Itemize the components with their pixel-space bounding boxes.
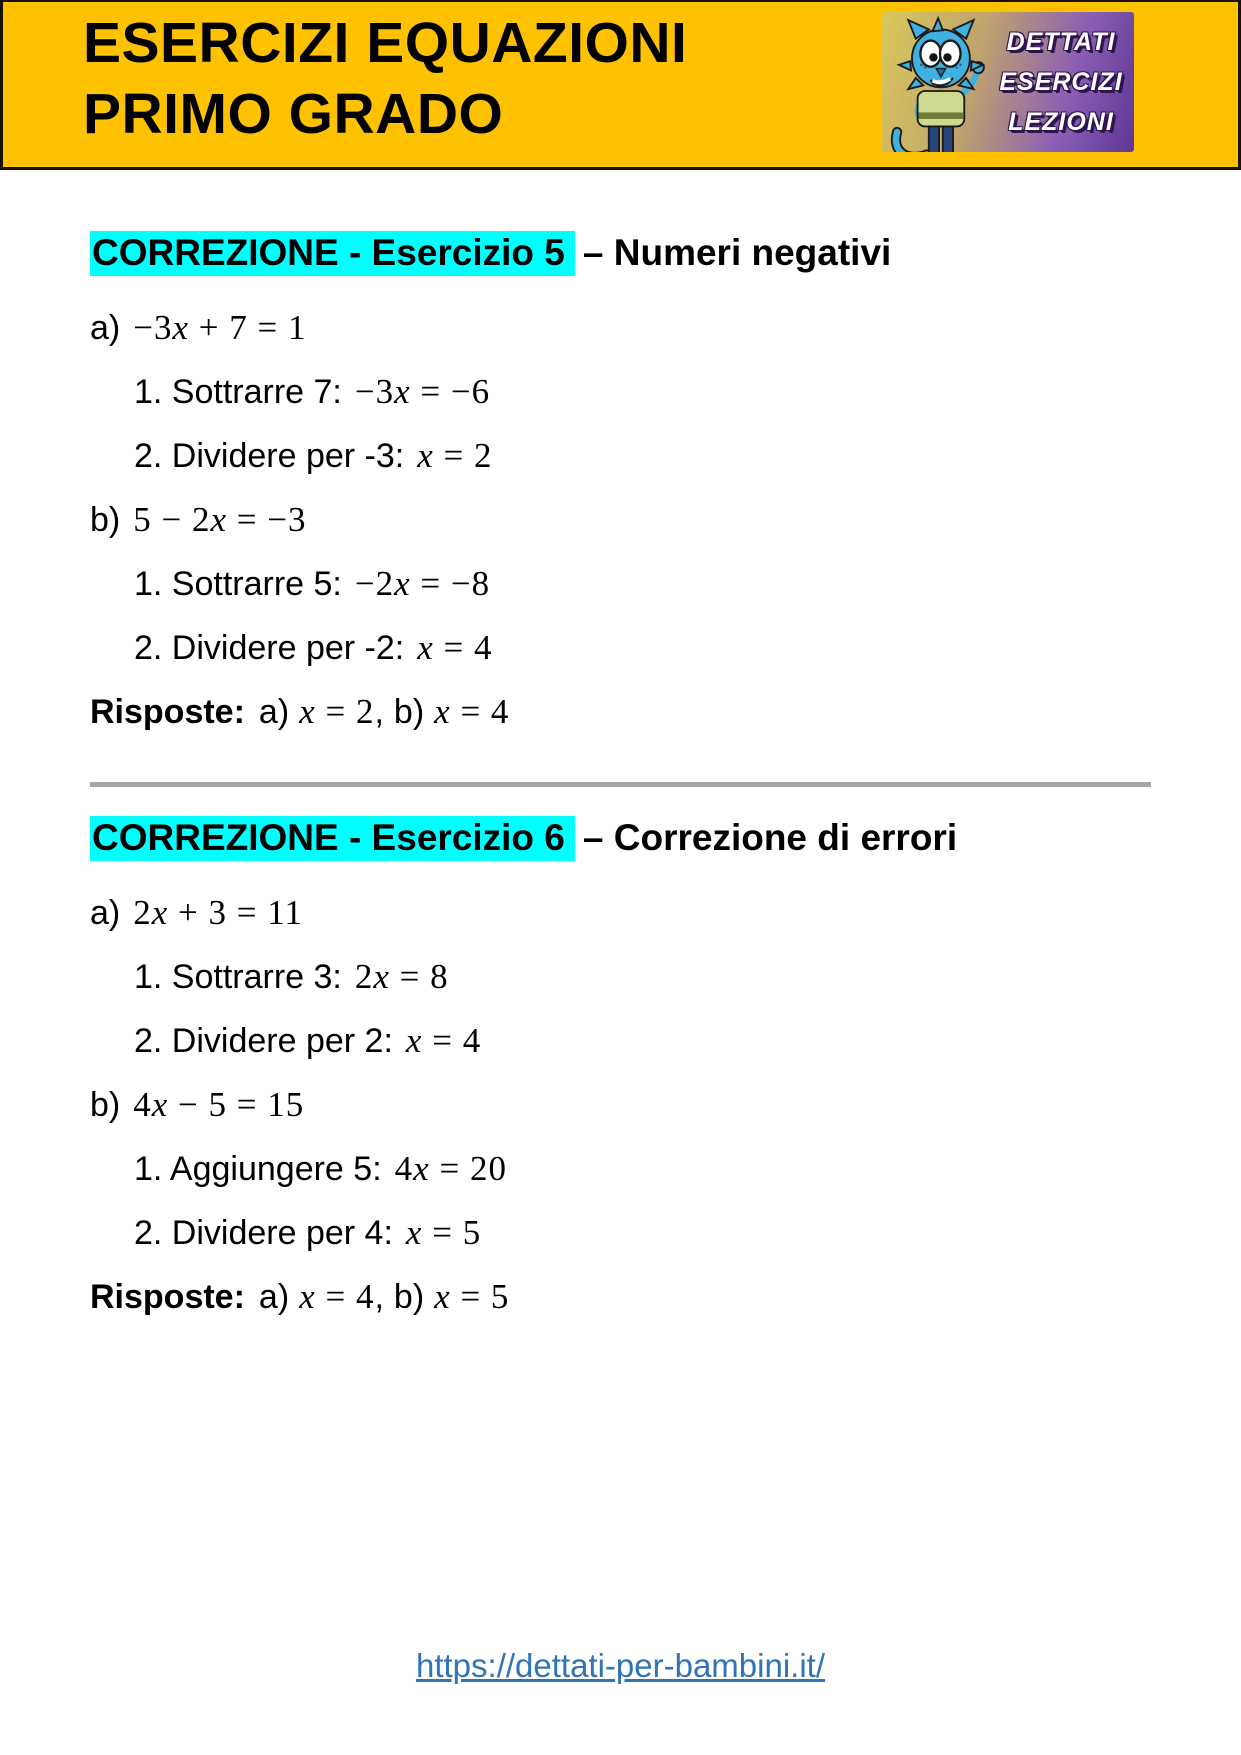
title-banner xyxy=(0,0,1241,170)
heading-highlight: CORREZIONE - Esercizio 6 xyxy=(90,816,575,861)
site-logo xyxy=(882,12,1134,152)
step-line: 2. Dividere per -3: x = 2 xyxy=(134,436,493,475)
heading-highlight: CORREZIONE - Esercizio 5 xyxy=(90,231,575,276)
equation-line-a: a) 2x + 3 = 11 xyxy=(90,893,303,932)
website-link[interactable]: https://dettati-per-bambini.it/ xyxy=(415,1647,826,1684)
answers-line: Risposte: a) x = 4, b) x = 5 xyxy=(90,1277,510,1316)
section-heading xyxy=(90,228,1151,278)
heading-subtitle: – Numeri negativi xyxy=(582,232,892,273)
cat-mascot-icon xyxy=(882,12,994,152)
logo-word-lezioni: LEZIONI xyxy=(1008,107,1114,136)
answers-label: Risposte: xyxy=(90,1278,245,1316)
step-line: 1. Aggiungere 5: 4x = 20 xyxy=(134,1149,507,1188)
step-line: 2. Dividere per -2: x = 4 xyxy=(134,628,493,667)
equation-line-b: b) 5 − 2x = −3 xyxy=(90,500,307,539)
step-line: 1. Sottrarre 7: −3x = −6 xyxy=(134,372,491,411)
answers-line: Risposte: a) x = 2, b) x = 4 xyxy=(90,692,510,731)
page-title-line2: PRIMO GRADO xyxy=(83,82,504,146)
page-title-line1: ESERCIZI EQUAZIONI xyxy=(83,11,688,75)
heading-subtitle: – Correzione di errori xyxy=(582,817,958,858)
page-footer xyxy=(0,1647,1241,1685)
logo-word-esercizi: ESERCIZI xyxy=(999,67,1123,96)
section-heading xyxy=(90,813,1151,863)
equation-line-b: b) 4x − 5 = 15 xyxy=(90,1085,305,1124)
document-body xyxy=(0,228,1241,1317)
step-line: 2. Dividere per 4: x = 5 xyxy=(134,1213,482,1252)
answers-label: Risposte: xyxy=(90,693,245,731)
logo-wordmark xyxy=(994,12,1134,152)
equation-line-a: a) −3x + 7 = 1 xyxy=(90,308,307,347)
section-divider xyxy=(90,782,1151,787)
step-line: 1. Sottrarre 5: −2x = −8 xyxy=(134,564,491,603)
section-esercizio-5 xyxy=(90,228,1151,732)
step-line: 2. Dividere per 2: x = 4 xyxy=(134,1021,482,1060)
step-line: 1. Sottrarre 3: 2x = 8 xyxy=(134,957,449,996)
section-esercizio-6 xyxy=(90,813,1151,1317)
logo-word-dettati: DETTATI xyxy=(1006,27,1116,56)
